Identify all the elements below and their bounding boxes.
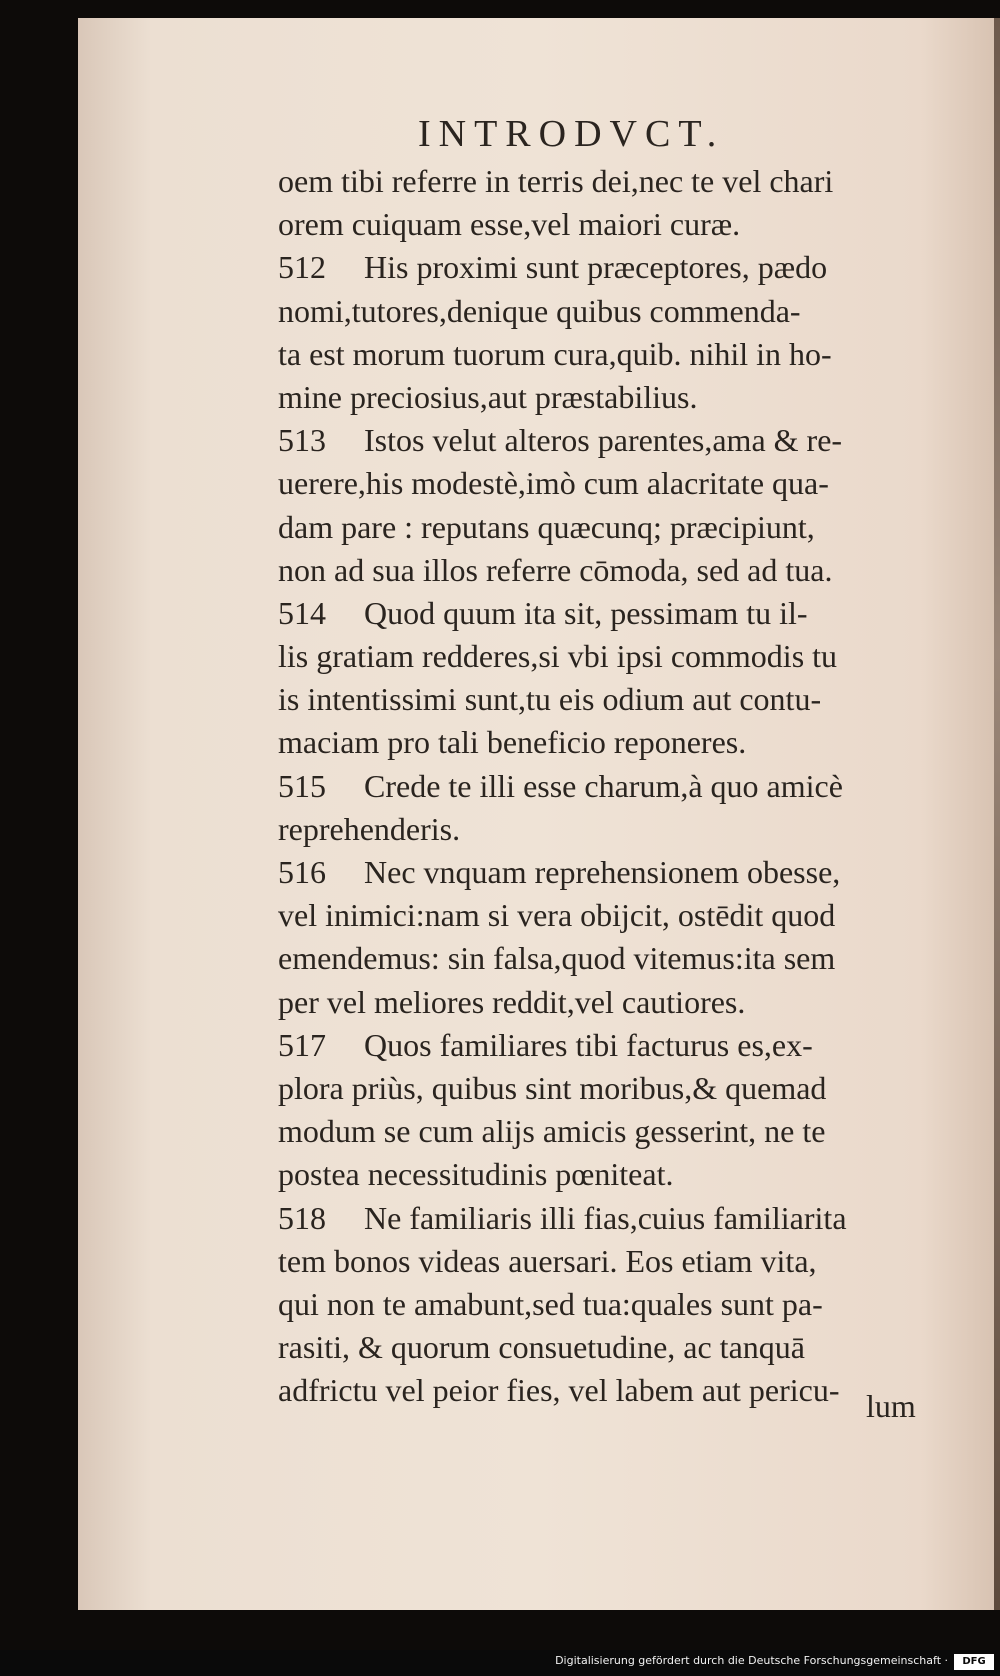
text-line	[278, 376, 958, 419]
footer-credit: Digitalisierung gefördert durch die Deutsche Forschungsgemeinschaft ·	[555, 1654, 948, 1667]
text-line	[278, 1153, 958, 1196]
dfg-logo: DFG	[954, 1654, 994, 1670]
text-line	[278, 981, 958, 1024]
line-text: is intentissimi sunt,tu eis odium aut contu-	[278, 681, 822, 718]
line-text: oem tibi referre in terris dei,nec te vel chari	[278, 163, 834, 199]
paragraph-number: 516	[278, 854, 326, 890]
line-text: rasiti, & quorum consuetudine, ac tanquā	[278, 1329, 805, 1366]
text-line	[278, 1240, 958, 1283]
line-text: Quod quum ita sit, pessimam tu il-	[364, 594, 808, 631]
line-text: Quos familiares tibi facturus es,ex-	[364, 1026, 813, 1063]
paragraph-number: 513	[278, 422, 326, 459]
running-head: INTRODVCT.	[418, 113, 725, 155]
text-line	[278, 808, 958, 851]
line-text: Ne familiaris illi fias,cuius familiarita	[364, 1199, 847, 1236]
line-text: reprehenderis.	[278, 810, 461, 847]
text-line	[278, 851, 958, 894]
text-line	[278, 160, 958, 203]
text-line	[278, 1326, 958, 1369]
text-line	[278, 894, 958, 937]
text-line	[278, 635, 958, 678]
line-text: ta est morum tuorum cura,quib. nihil in ho-	[278, 335, 832, 372]
text-line	[278, 203, 958, 246]
text-line	[278, 246, 958, 289]
text-line	[278, 462, 958, 505]
line-text: emendemus: sin falsa,quod vitemus:ita sem	[278, 940, 836, 977]
line-text: maciam pro tali beneficio reponeres.	[278, 724, 747, 761]
line-text: Crede te illi esse charum,à quo amicè	[364, 767, 843, 804]
text-line	[278, 937, 958, 980]
line-text: lis gratiam redderes,si vbi ipsi commodis tu	[278, 638, 838, 675]
paragraph-number: 514	[278, 594, 326, 631]
line-text: nomi,tutores,denique quibus commenda-	[278, 292, 801, 329]
text-line	[278, 1067, 958, 1110]
text-line	[278, 592, 958, 635]
catchword: lum	[866, 1388, 916, 1424]
text-line	[278, 1283, 958, 1326]
line-text: postea necessitudinis pœniteat.	[278, 1156, 674, 1193]
paragraph-number: 517	[278, 1026, 326, 1063]
text-line	[278, 506, 958, 549]
paragraph-number: 518	[278, 1199, 326, 1236]
text-line	[278, 1024, 958, 1067]
line-text: adfrictu vel peior fies, vel labem aut pericu-	[278, 1372, 840, 1409]
line-text: vel inimici:nam si vera obijcit, ostēdit quod	[278, 897, 836, 934]
line-text: dam pare : reputans quæcunq; præcipiunt,	[278, 508, 815, 545]
text-block	[278, 160, 958, 1412]
line-text: mine preciosius,aut præstabilius.	[278, 378, 698, 415]
line-text: plora priùs, quibus sint moribus,& quemad	[278, 1069, 827, 1106]
line-text: His proximi sunt præceptores, pædo	[364, 249, 828, 286]
text-line	[278, 290, 958, 333]
paragraph-number: 512	[278, 249, 326, 286]
paragraph-number: 515	[278, 767, 326, 804]
line-text: Nec vnquam reprehensionem obesse,	[364, 854, 841, 890]
text-line	[278, 549, 958, 592]
footer-bar	[0, 1650, 1000, 1676]
text-line	[278, 333, 958, 376]
line-text: Istos velut alteros parentes,ama & re-	[364, 422, 843, 459]
line-text: qui non te amabunt,sed tua:quales sunt pa-	[278, 1285, 823, 1322]
text-line	[278, 678, 958, 721]
text-line	[278, 721, 958, 764]
text-line	[278, 1110, 958, 1153]
line-text: per vel meliores reddit,vel cautiores.	[278, 983, 746, 1020]
line-text: orem cuiquam esse,vel maiori curæ.	[278, 206, 741, 243]
line-text: non ad sua illos referre cōmoda, sed ad tua.	[278, 551, 833, 588]
line-text: modum se cum alijs amicis gesserint, ne te	[278, 1113, 826, 1150]
text-line	[278, 765, 958, 808]
text-line	[278, 1369, 958, 1412]
text-line	[278, 419, 958, 462]
text-line	[278, 1197, 958, 1240]
line-text: tem bonos videas auersari. Eos etiam vita,	[278, 1242, 817, 1279]
line-text: uerere,his modestè,imò cum alacritate qua-	[278, 465, 829, 502]
